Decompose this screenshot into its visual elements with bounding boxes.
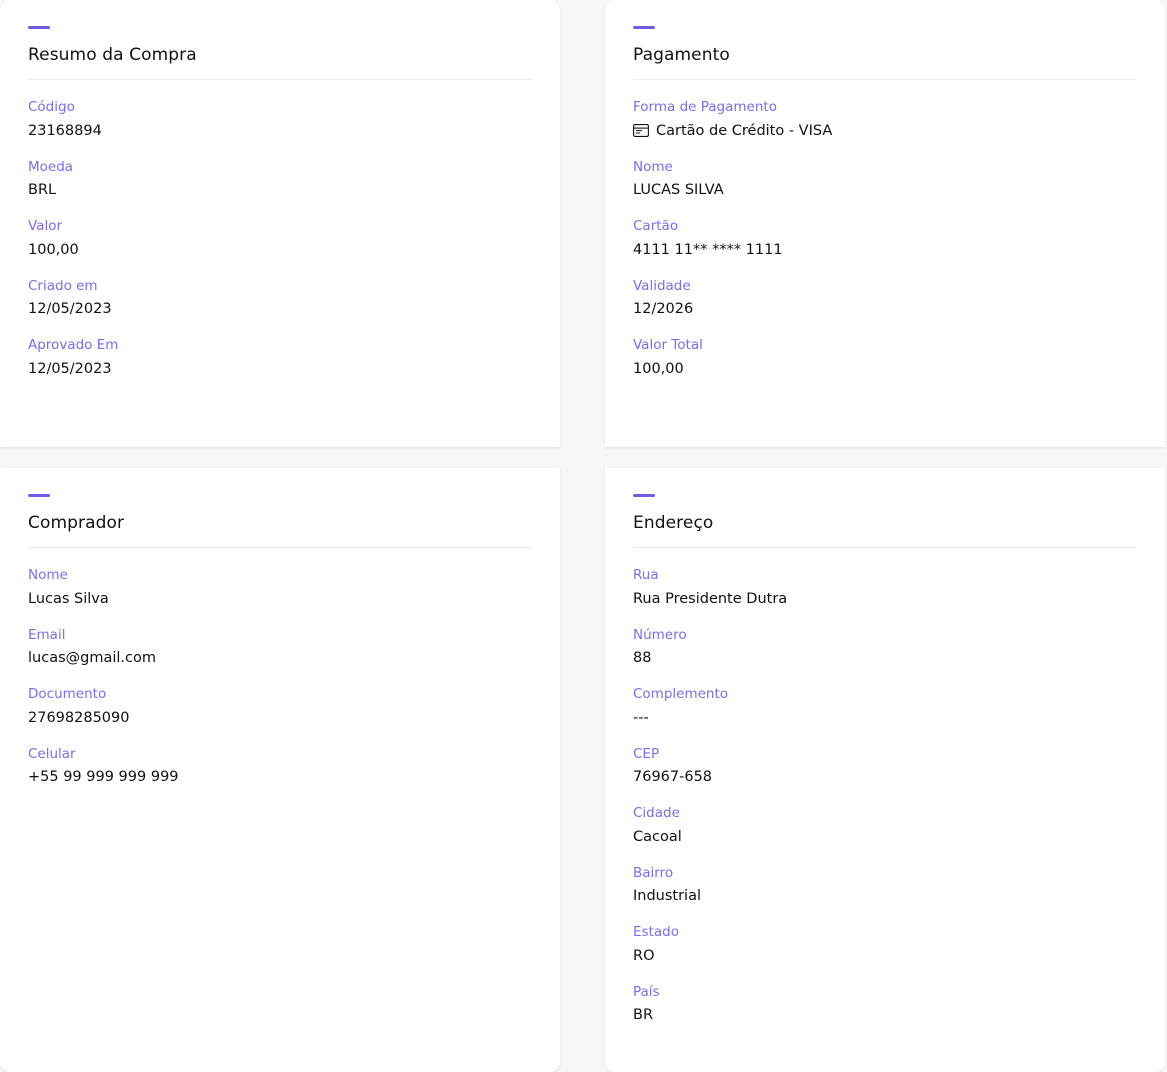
credit-card-icon bbox=[633, 124, 649, 137]
field-value: Industrial bbox=[633, 888, 702, 905]
field-value: +55 99 999 999 999 bbox=[28, 769, 179, 786]
field-label: Cartão bbox=[633, 218, 679, 235]
card-divider bbox=[28, 547, 532, 548]
field-cartao bbox=[633, 217, 1137, 260]
field-label: Moeda bbox=[28, 158, 74, 175]
field-value: Cacoal bbox=[633, 828, 682, 845]
field-criado-em bbox=[28, 277, 532, 320]
field-value: 27698285090 bbox=[28, 709, 130, 726]
field-label: Documento bbox=[28, 686, 107, 703]
field-value: BR bbox=[633, 1007, 654, 1024]
field-value: 12/05/2023 bbox=[28, 301, 112, 318]
field-label: Valor bbox=[28, 218, 63, 235]
card-divider bbox=[28, 79, 532, 80]
field-label: Validade bbox=[633, 277, 691, 294]
field-pais bbox=[633, 983, 1137, 1026]
field-rua bbox=[633, 566, 1137, 609]
card-divider bbox=[633, 79, 1137, 80]
field-label: Complemento bbox=[633, 686, 729, 703]
card-accent-bar bbox=[633, 494, 655, 497]
field-forma-de-pagamento bbox=[633, 98, 1137, 141]
field-email bbox=[28, 626, 532, 669]
field-moeda bbox=[28, 158, 532, 201]
field-value: RO bbox=[633, 947, 655, 964]
field-label: Número bbox=[633, 626, 687, 643]
card-accent-bar bbox=[28, 26, 50, 29]
field-value: Rua Presidente Dutra bbox=[633, 590, 788, 607]
field-complemento bbox=[633, 685, 1137, 728]
field-value: lucas@gmail.com bbox=[28, 650, 156, 667]
field-label: Bairro bbox=[633, 864, 674, 881]
field-label: Nome bbox=[633, 158, 673, 175]
field-label: Cidade bbox=[633, 805, 680, 822]
field-cidade bbox=[633, 804, 1137, 847]
field-aprovado-em bbox=[28, 336, 532, 379]
card-purchase-summary bbox=[0, 0, 560, 447]
field-label: País bbox=[633, 984, 660, 1000]
card-accent-bar bbox=[633, 26, 655, 29]
field-label: Aprovado Em bbox=[28, 337, 119, 354]
card-accent-bar bbox=[28, 494, 50, 497]
card-title-payment: Pagamento bbox=[633, 45, 730, 65]
field-valor-total bbox=[633, 336, 1137, 379]
field-label: Forma de Pagamento bbox=[633, 99, 777, 116]
card-title-purchase-summary: Resumo da Compra bbox=[28, 45, 197, 65]
field-value: --- bbox=[633, 709, 649, 726]
field-value: 76967-658 bbox=[633, 769, 713, 786]
field-value: 12/05/2023 bbox=[28, 360, 112, 377]
field-numero bbox=[633, 626, 1137, 669]
field-codigo bbox=[28, 98, 532, 141]
field-value: 88 bbox=[633, 650, 652, 667]
field-label: Email bbox=[28, 626, 66, 643]
field-label: Código bbox=[28, 99, 75, 116]
field-bairro bbox=[633, 864, 1137, 907]
payment-method-text: Cartão de Crédito - VISA bbox=[656, 122, 833, 139]
field-value-wrapper bbox=[633, 121, 1137, 141]
field-label: Valor Total bbox=[633, 337, 703, 354]
card-payment bbox=[605, 0, 1165, 447]
field-valor bbox=[28, 217, 532, 260]
card-title-buyer: Comprador bbox=[28, 513, 125, 533]
field-nome-cartao bbox=[633, 158, 1137, 201]
field-value: 12/2026 bbox=[633, 301, 694, 318]
field-value: Lucas Silva bbox=[28, 590, 109, 607]
field-celular bbox=[28, 745, 532, 788]
field-estado bbox=[633, 923, 1137, 966]
field-label: CEP bbox=[633, 745, 660, 762]
field-label: Estado bbox=[633, 924, 679, 941]
field-value: BRL bbox=[28, 182, 57, 199]
field-value: 100,00 bbox=[633, 360, 684, 377]
card-buyer bbox=[0, 468, 560, 1072]
field-value: LUCAS SILVA bbox=[633, 182, 724, 199]
field-label: Criado em bbox=[28, 277, 98, 294]
field-value: 100,00 bbox=[28, 241, 79, 258]
field-label: Celular bbox=[28, 745, 76, 762]
field-value: 4111 11** **** 1111 bbox=[633, 241, 783, 258]
field-nome bbox=[28, 566, 532, 609]
card-title-address: Endereço bbox=[633, 513, 714, 533]
card-address bbox=[605, 468, 1165, 1072]
field-cep bbox=[633, 745, 1137, 788]
field-label: Rua bbox=[633, 567, 659, 584]
field-validade bbox=[633, 277, 1137, 320]
field-documento bbox=[28, 685, 532, 728]
card-divider bbox=[633, 547, 1137, 548]
field-value: 23168894 bbox=[28, 122, 102, 139]
field-label: Nome bbox=[28, 567, 68, 584]
